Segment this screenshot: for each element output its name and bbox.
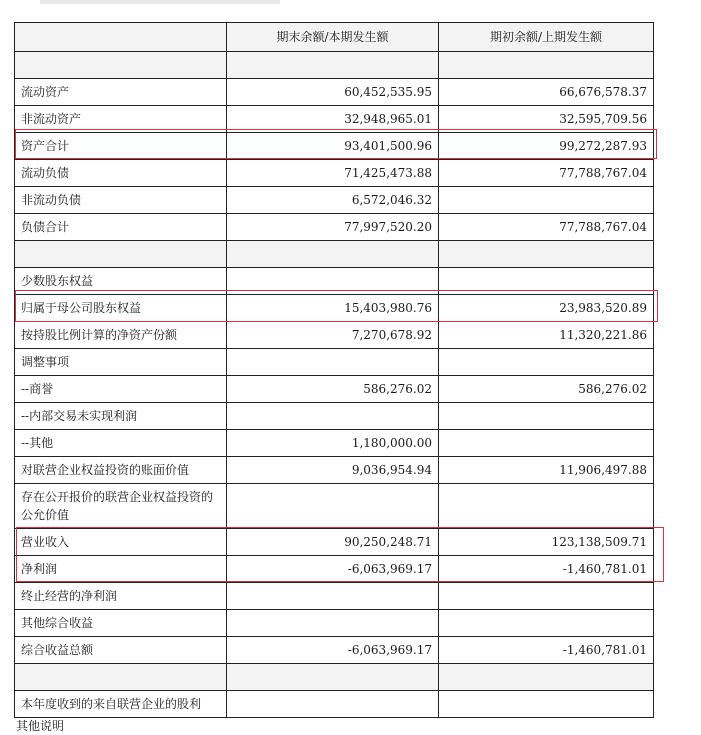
- row-end-value: 9,036,954.94: [227, 457, 439, 484]
- table-row: [15, 241, 654, 268]
- row-begin-value: [439, 349, 654, 376]
- row-label: --其他: [15, 430, 227, 457]
- row-label: 按持股比例计算的净资产份额: [15, 322, 227, 349]
- header-item-column: [15, 23, 227, 52]
- row-end-value: 586,276.02: [227, 376, 439, 403]
- table-row: [15, 637, 654, 664]
- row-label: 流动资产: [15, 79, 227, 106]
- table-row: [15, 322, 654, 349]
- row-begin-value: 77,788,767.04: [439, 160, 654, 187]
- row-begin-value: [439, 484, 654, 529]
- row-end-value: 90,250,248.71: [227, 529, 439, 556]
- row-begin-value: 66,676,578.37: [439, 79, 654, 106]
- row-begin-value: [439, 268, 654, 295]
- row-end-value: [227, 241, 439, 268]
- row-begin-value: [439, 664, 654, 691]
- row-label: 资产合计: [15, 133, 227, 160]
- other-notes-label: 其他说明: [16, 719, 65, 733]
- row-label: 净利润: [15, 556, 227, 583]
- row-end-value: [227, 403, 439, 430]
- table-row: [15, 583, 654, 610]
- row-end-value: 7,270,678.92: [227, 322, 439, 349]
- row-label: 本年度收到的来自联营企业的股利: [15, 691, 227, 718]
- row-begin-value: [439, 241, 654, 268]
- row-begin-value: [439, 691, 654, 718]
- row-label: 其他综合收益: [15, 610, 227, 637]
- table-row: [15, 160, 654, 187]
- row-label: [15, 664, 227, 691]
- row-end-value: 1,180,000.00: [227, 430, 439, 457]
- row-begin-value: [439, 52, 654, 79]
- row-begin-value: [439, 187, 654, 214]
- financial-summary-table: [14, 22, 654, 718]
- row-begin-value: 11,320,221.86: [439, 322, 654, 349]
- table-row: [15, 133, 654, 160]
- row-label: 归属于母公司股东权益: [15, 295, 227, 322]
- cropped-heading-fragment: [40, 0, 280, 4]
- row-label: [15, 52, 227, 79]
- row-begin-value: 23,983,520.89: [439, 295, 654, 322]
- row-label: 负债合计: [15, 214, 227, 241]
- table-row: [15, 610, 654, 637]
- header-end-balance: 期末余额/本期发生额: [227, 23, 439, 52]
- row-label: 非流动负债: [15, 187, 227, 214]
- table-row: [15, 295, 654, 322]
- row-end-value: [227, 610, 439, 637]
- table-row: [15, 214, 654, 241]
- table-row: [15, 691, 654, 718]
- row-begin-value: -1,460,781.01: [439, 556, 654, 583]
- row-label: --内部交易未实现利润: [15, 403, 227, 430]
- row-label: 综合收益总额: [15, 637, 227, 664]
- row-end-value: -6,063,969.17: [227, 556, 439, 583]
- row-begin-value: -1,460,781.01: [439, 637, 654, 664]
- row-label: 终止经营的净利润: [15, 583, 227, 610]
- table-row: [15, 556, 654, 583]
- table-row: [15, 403, 654, 430]
- row-begin-value: 77,788,767.04: [439, 214, 654, 241]
- row-begin-value: [439, 403, 654, 430]
- row-begin-value: 586,276.02: [439, 376, 654, 403]
- table-header-row: [15, 23, 654, 52]
- table-row: [15, 457, 654, 484]
- row-end-value: 71,425,473.88: [227, 160, 439, 187]
- table-row: [15, 52, 654, 79]
- row-label: 流动负债: [15, 160, 227, 187]
- row-label: [15, 241, 227, 268]
- table-row: [15, 376, 654, 403]
- row-end-value: 32,948,965.01: [227, 106, 439, 133]
- row-end-value: 60,452,535.95: [227, 79, 439, 106]
- table-row: [15, 349, 654, 376]
- row-end-value: 77,997,520.20: [227, 214, 439, 241]
- row-end-value: 15,403,980.76: [227, 295, 439, 322]
- row-label: 营业收入: [15, 529, 227, 556]
- row-end-value: 93,401,500.96: [227, 133, 439, 160]
- table-row: [15, 430, 654, 457]
- row-end-value: 6,572,046.32: [227, 187, 439, 214]
- table-row: [15, 664, 654, 691]
- row-begin-value: 123,138,509.71: [439, 529, 654, 556]
- table-row: [15, 529, 654, 556]
- table-row: [15, 484, 654, 529]
- table-row: [15, 187, 654, 214]
- row-begin-value: [439, 430, 654, 457]
- header-begin-balance: 期初余额/上期发生额: [439, 23, 654, 52]
- row-begin-value: [439, 610, 654, 637]
- row-begin-value: 99,272,287.93: [439, 133, 654, 160]
- row-label: 对联营企业权益投资的账面价值: [15, 457, 227, 484]
- row-begin-value: 11,906,497.88: [439, 457, 654, 484]
- table-row: [15, 106, 654, 133]
- table-row: [15, 79, 654, 106]
- row-end-value: [227, 268, 439, 295]
- row-begin-value: 32,595,709.56: [439, 106, 654, 133]
- row-end-value: [227, 52, 439, 79]
- row-begin-value: [439, 583, 654, 610]
- row-label: 调整事项: [15, 349, 227, 376]
- row-end-value: -6,063,969.17: [227, 637, 439, 664]
- row-label: 存在公开报价的联营企业权益投资的公允价值: [15, 484, 227, 529]
- table-row: [15, 268, 654, 295]
- row-end-value: [227, 583, 439, 610]
- row-end-value: [227, 484, 439, 529]
- row-label: --商誉: [15, 376, 227, 403]
- row-label: 少数股东权益: [15, 268, 227, 295]
- row-end-value: [227, 664, 439, 691]
- row-label: 非流动资产: [15, 106, 227, 133]
- row-end-value: [227, 691, 439, 718]
- row-end-value: [227, 349, 439, 376]
